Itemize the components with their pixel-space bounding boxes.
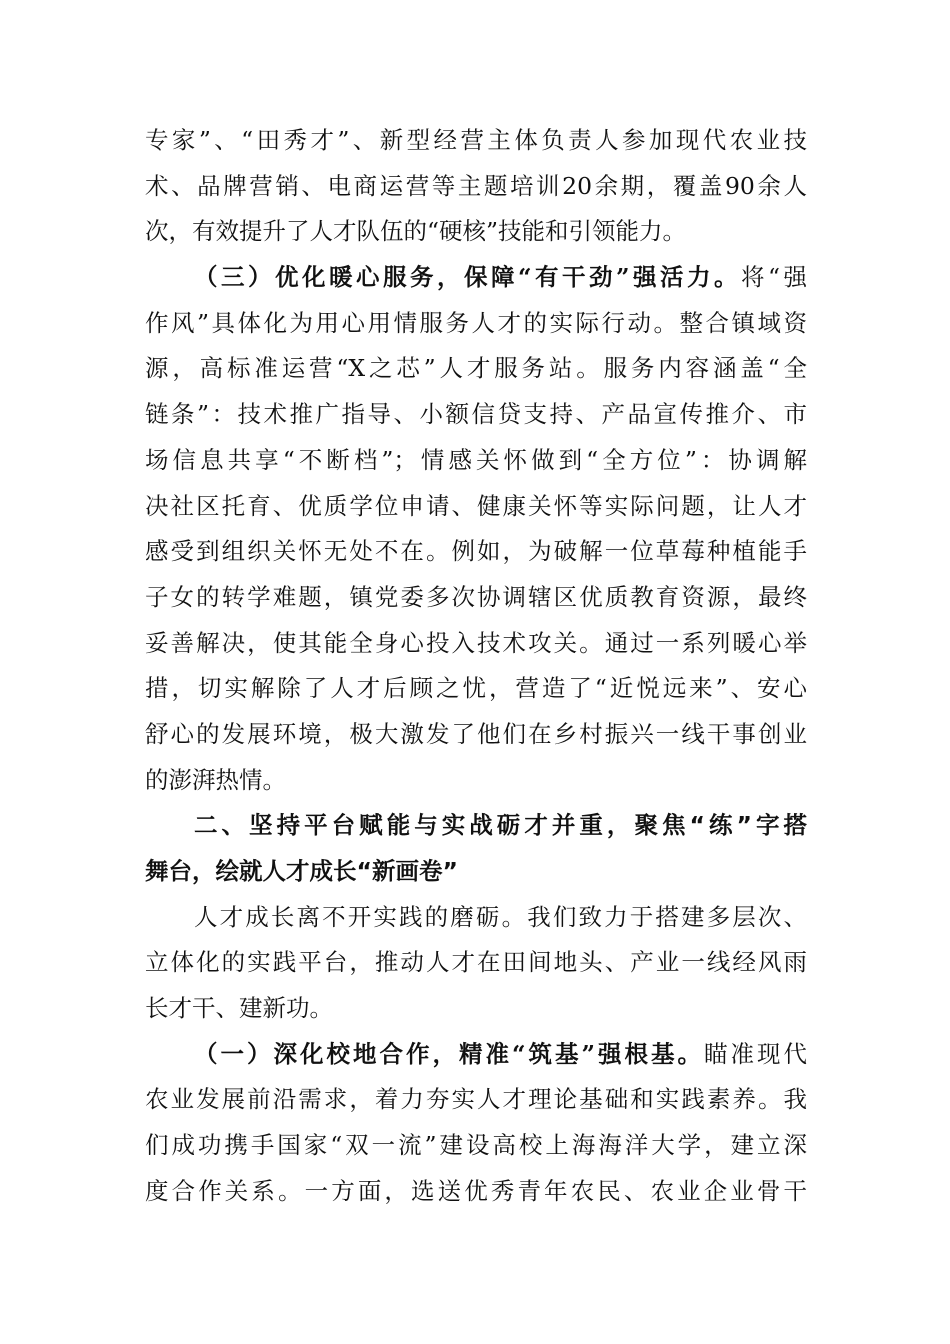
text-line: 立体化的实践平台，推动人才在田间地头、产业一线经风雨	[145, 948, 807, 977]
section-heading	[145, 803, 807, 894]
subsection-heading: （三）优化暖心服务，保障“有干劲”强活力。	[194, 263, 741, 292]
subsection-heading: （一）深化校地合作，精准“筑基”强根基。	[194, 1039, 704, 1068]
heading-line: 舞台，绘就人才成长“新画卷”	[145, 857, 458, 885]
text-line: 人才成长离不开实践的磨砺。我们致力于搭建多层次、	[194, 902, 807, 931]
document-page	[145, 118, 807, 1215]
text-line: 场信息共享“不断档”；情感关怀做到“全方位”：协调解	[145, 445, 807, 474]
text-line: 次，有效提升了人才队伍的“硬核”技能和引领能力。	[145, 217, 687, 246]
text-line: 农业发展前沿需求，着力夯实人才理论基础和实践素养。我	[145, 1085, 807, 1114]
paragraph-warm-service	[145, 255, 807, 803]
text-line: 决社区托育、优质学位申请、健康关怀等实际问题，让人才	[145, 491, 807, 520]
text-line: 作风”具体化为用心用情服务人才的实际行动。整合镇域资	[145, 308, 807, 337]
paragraph-training	[145, 118, 807, 255]
text-line	[145, 1032, 807, 1078]
text-line: 感受到组织关怀无处不在。例如，为破解一位草莓种植能手	[145, 537, 807, 566]
text-line: 妥善解决，使其能全身心投入技术攻关。通过一系列暖心举	[145, 628, 807, 657]
text-line: 的澎湃热情。	[145, 765, 286, 794]
heading-line: 二、坚持平台赋能与实战砺才并重，聚焦“练”字搭	[194, 811, 807, 840]
text-line: 子女的转学难题，镇党委多次协调辖区优质教育资源，最终	[145, 582, 807, 611]
text-span: 瞄准现代	[704, 1039, 807, 1068]
text-line: 链条”：技术推广指导、小额信贷支持、产品宣传推介、市	[145, 400, 807, 429]
text-line	[145, 255, 807, 301]
text-line: 长才干、建新功。	[145, 994, 333, 1023]
text-line: 源，高标准运营“X之芯”人才服务站。服务内容涵盖“全	[145, 354, 807, 383]
text-line: 舒心的发展环境，极大激发了他们在乡村振兴一线干事创业	[145, 719, 807, 748]
text-line: 专家”、“田秀才”、新型经营主体负责人参加现代农业技	[145, 126, 807, 154]
text-line: 度合作关系。一方面，选送优秀青年农民、农业企业骨干	[145, 1176, 807, 1205]
paragraph-practice-platform	[145, 895, 807, 1032]
text-line: 术、品牌营销、电商运营等主题培训20余期，覆盖90余人	[145, 171, 807, 200]
text-span: 将“强	[740, 263, 807, 292]
paragraph-school-cooperation	[145, 1032, 807, 1215]
text-line: 们成功携手国家“双一流”建设高校上海海洋大学，建立深	[145, 1131, 807, 1160]
text-line: 措，切实解除了人才后顾之忧，营造了“近悦远来”、安心	[145, 674, 807, 703]
